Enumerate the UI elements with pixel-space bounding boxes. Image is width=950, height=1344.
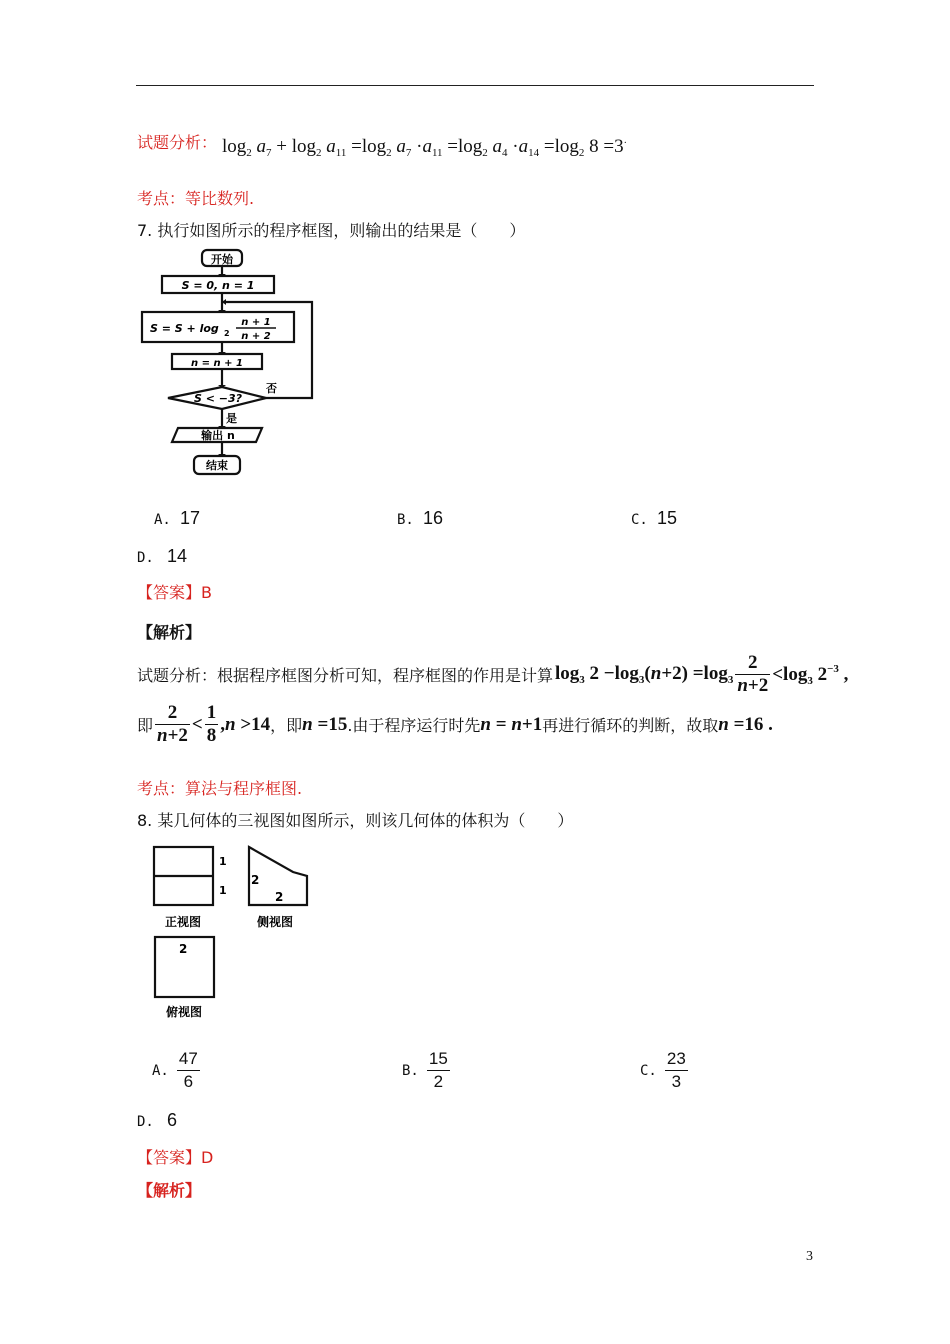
q7-analysis-heading: 【解析】	[137, 623, 202, 642]
q7-kaodian: 考点：算法与程序框图.	[137, 779, 303, 798]
q7-analysis-line1: 试题分析：根据程序框图分析可知，程序框图的作用是计算 $\log_3 2 -\log_3(n+2) =\log_3$ $\frac{2}{n+2}$ $<\log_3$ $2^{-3}$ ,	[137, 652, 849, 696]
q7-answer: 【答案】B	[137, 583, 212, 602]
q7-option-d: D. 14	[137, 546, 187, 566]
side-dim-left: 2	[251, 873, 260, 887]
q7-option-a: A. 17	[154, 508, 200, 528]
flow-output-text: 输出 n	[201, 429, 235, 442]
flow-start-text: 开始	[211, 253, 233, 266]
top-dim: 2	[179, 942, 188, 956]
q8-option-d: D. 6	[137, 1110, 177, 1130]
side-dim-bottom: 2	[275, 890, 284, 904]
q8-option-c: C. $\frac{23}{3}$	[640, 1049, 686, 1091]
page-number: 3	[806, 1249, 813, 1264]
q8-analysis-heading: 【解析】	[137, 1181, 202, 1200]
flow-incr-text: n = n + 1	[191, 358, 243, 369]
flow-cond-text: S < −3?	[193, 392, 243, 405]
flow-yes-label: 是	[226, 412, 237, 425]
side-view-label: 侧视图	[256, 915, 294, 929]
q8-option-b: B. $\frac{15}{2}$	[402, 1049, 448, 1091]
top-view-label: 俯视图	[165, 1005, 203, 1019]
q7-option-c: C. 15	[631, 508, 677, 528]
flow-update-base: 2	[224, 329, 230, 338]
flow-init-text: S = 0, n = 1	[181, 279, 255, 292]
front-dim-bottom: 1	[219, 884, 227, 897]
q7-option-b: B. 16	[397, 508, 443, 528]
q8-option-a: A. $\frac{47}{6}$	[152, 1049, 198, 1091]
q6-analysis-label: 试题分析：	[137, 133, 218, 152]
q7-stem: 7. 执行如图所示的程序框图，则输出的结果是（ ）	[137, 221, 526, 240]
front-dim-top: 1	[219, 855, 227, 868]
header-rule	[136, 85, 814, 86]
q6-analysis-formula: $\log_2 a_7 + \log_2 a_{11} =\log_2$ $a_7 \cdot a_{11} =\log_2$ $a_4 \cdot a_{14} =\log_2$ 8 =3·	[222, 136, 627, 159]
flow-update-lhs: S = S + log	[150, 322, 219, 335]
q8-three-views	[145, 842, 320, 1022]
flow-end-text: 结束	[206, 459, 228, 472]
flow-update-num: n + 1	[241, 317, 271, 328]
q6-kaodian: 考点：等比数列.	[137, 189, 255, 208]
flow-no-label: 否	[266, 382, 277, 395]
q7-flowchart	[136, 246, 326, 478]
q8-answer: 【答案】D	[137, 1148, 214, 1167]
q7-analysis-line2: 即 $\frac{2}{n+2}$ < $\frac{1}{8}$ ,n >14 ，即 n =15 .由于程序运行时先 n = n+1 再进行循环的判断，故取 n =16 .	[137, 702, 773, 746]
flow-update-den: n + 2	[241, 331, 271, 342]
front-view-label: 正视图	[164, 915, 202, 929]
q8-stem: 8. 某几何体的三视图如图所示，则该几何体的体积为（ ）	[137, 811, 574, 830]
